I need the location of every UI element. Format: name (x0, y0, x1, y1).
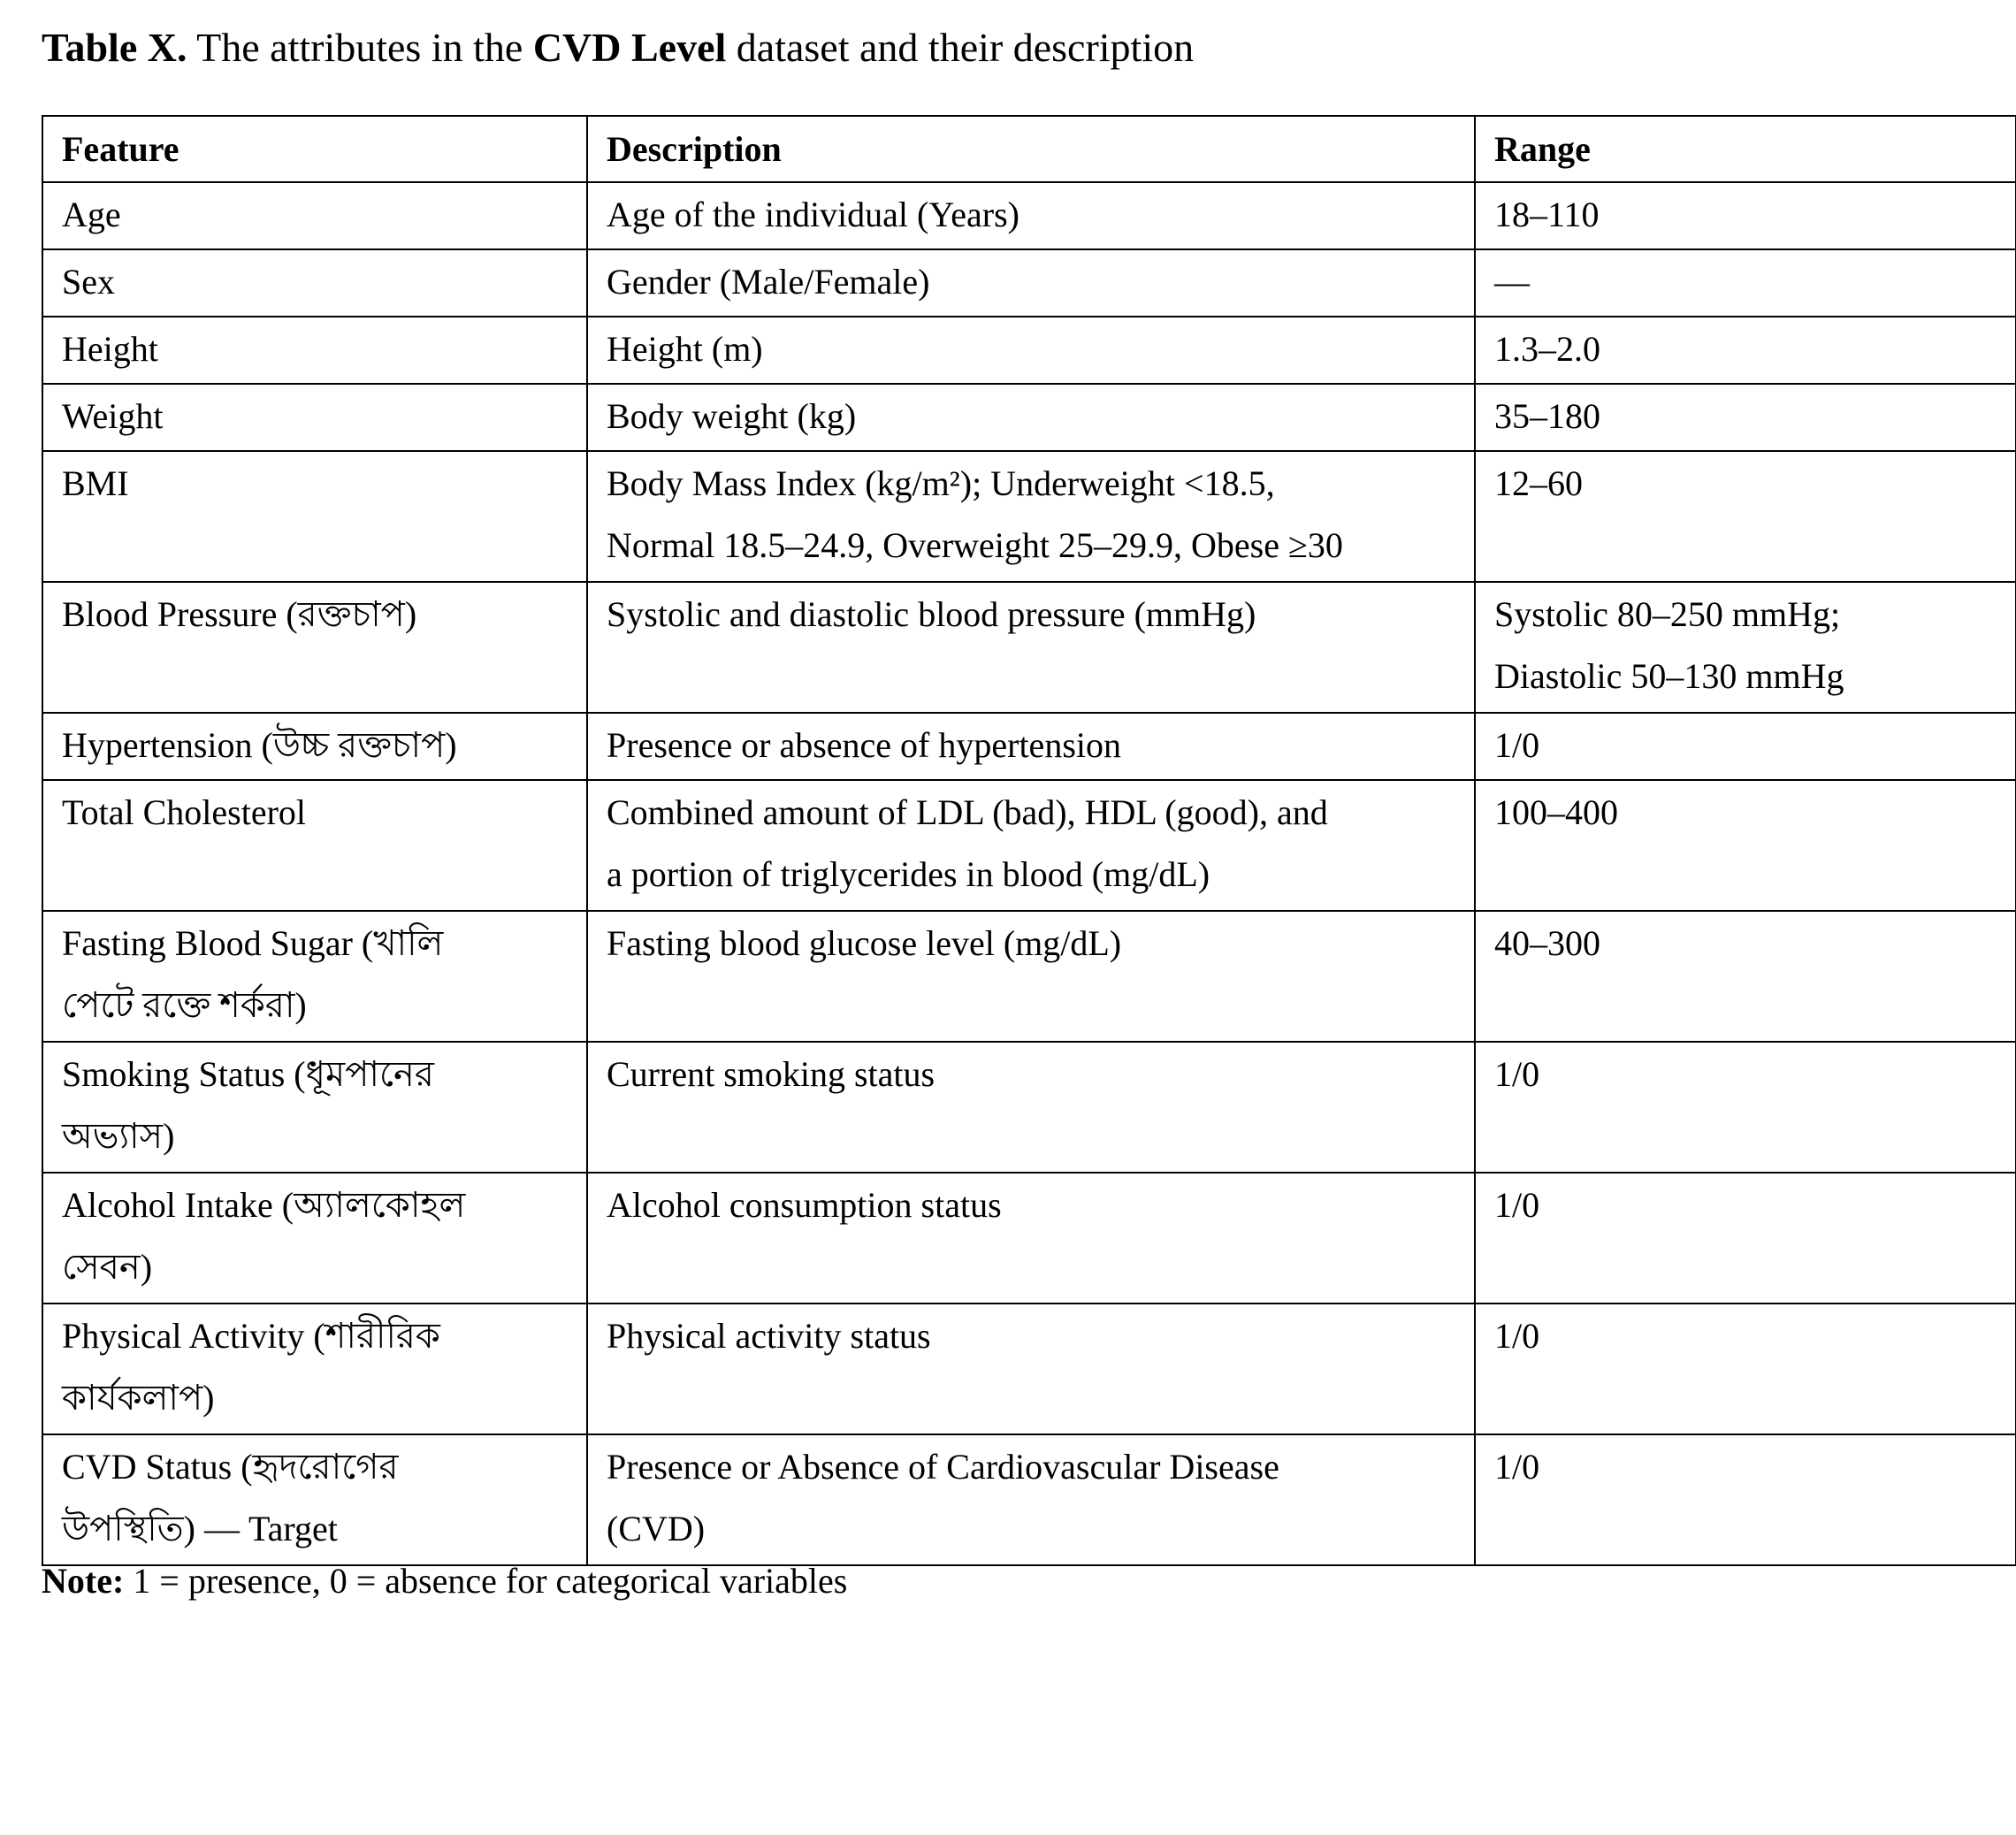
cell-description (587, 582, 1475, 713)
cell-range (1475, 249, 2016, 317)
caption-label: Table X. (42, 25, 187, 70)
cell-range (1475, 1434, 2016, 1565)
table-row (42, 317, 2016, 384)
description-text-line: Current smoking status (607, 1054, 935, 1094)
range-text-line: 35–180 (1494, 396, 1600, 436)
feature-text-line: CVD Status (হৃদরোগের (62, 1447, 399, 1487)
caption-text-before: The attributes in the (187, 25, 533, 70)
table-body (42, 182, 2016, 1565)
range-text-line: 1/0 (1494, 1054, 1540, 1094)
cell-feature (42, 317, 587, 384)
caption-dataset-name: CVD Level (532, 25, 727, 70)
description-text-line: Body weight (kg) (607, 396, 857, 436)
cell-feature (42, 1042, 587, 1173)
cell-feature (42, 1304, 587, 1434)
cell-description (587, 780, 1475, 911)
range-text-line: 1/0 (1494, 725, 1540, 765)
cell-range (1475, 911, 2016, 1042)
description-text-line: Body Mass Index (kg/m²); Underweight <18.5, (607, 463, 1275, 503)
cell-description (587, 1304, 1475, 1434)
cell-range (1475, 317, 2016, 384)
caption-text-after: dataset and their description (726, 25, 1195, 70)
note-text: 1 = presence, 0 = absence for categorical variables (124, 1561, 848, 1601)
range-text-line: 1/0 (1494, 1185, 1540, 1225)
feature-text-line: Smoking Status (ধূমপানের (62, 1054, 434, 1094)
cell-range (1475, 1173, 2016, 1304)
cell-feature (42, 1434, 587, 1565)
description-text-line: a portion of triglycerides in blood (mg/dL) (607, 854, 1210, 894)
table-row (42, 1173, 2016, 1304)
cell-description (587, 1173, 1475, 1304)
feature-text-line: Blood Pressure (রক্তচাপ) (62, 594, 417, 634)
cell-feature (42, 713, 587, 780)
feature-text-line: উপস্থিতি) — Target (62, 1509, 338, 1548)
description-text-line: Presence or absence of hypertension (607, 725, 1121, 765)
cell-description (587, 451, 1475, 582)
table-header-row (42, 116, 2016, 182)
range-text-line: — (1494, 262, 1530, 302)
feature-text-line: সেবন) (62, 1247, 153, 1287)
cell-range (1475, 1304, 2016, 1434)
cell-description (587, 911, 1475, 1042)
feature-text-line: BMI (62, 463, 129, 503)
range-text-line: 40–300 (1494, 923, 1600, 963)
cell-description (587, 1042, 1475, 1173)
range-text-line: Diastolic 50–130 mmHg (1494, 656, 1844, 696)
table-row (42, 1042, 2016, 1173)
table-row (42, 911, 2016, 1042)
cell-range (1475, 384, 2016, 451)
feature-text-line: অভ্যাস) (62, 1116, 175, 1156)
cell-range (1475, 182, 2016, 249)
attributes-table (42, 115, 2016, 1566)
cell-range (1475, 451, 2016, 582)
feature-text-line: Hypertension (উচ্চ রক্তচাপ) (62, 725, 457, 765)
range-text-line: 1/0 (1494, 1447, 1540, 1487)
header-feature: Feature (42, 116, 587, 182)
table-row (42, 451, 2016, 582)
range-text-line: 1/0 (1494, 1316, 1540, 1356)
description-text-line: Combined amount of LDL (bad), HDL (good), and (607, 792, 1328, 832)
cell-feature (42, 780, 587, 911)
feature-text-line: Physical Activity (শারীরিক (62, 1316, 440, 1356)
range-text-line: 100–400 (1494, 792, 1618, 832)
cell-range (1475, 713, 2016, 780)
table-row (42, 1304, 2016, 1434)
header-description: Description (587, 116, 1475, 182)
note-label: Note: (42, 1561, 125, 1601)
cell-feature (42, 249, 587, 317)
range-text-line: Systolic 80–250 mmHg; (1494, 594, 1841, 634)
cell-feature (42, 582, 587, 713)
table-note (42, 1556, 847, 1606)
table-row (42, 182, 2016, 249)
description-text-line: Presence or Absence of Cardiovascular Disease (607, 1447, 1279, 1487)
table-row (42, 384, 2016, 451)
description-text-line: (CVD) (607, 1509, 706, 1548)
description-text-line: Fasting blood glucose level (mg/dL) (607, 923, 1122, 963)
feature-text-line: Height (62, 329, 158, 369)
cell-feature (42, 384, 587, 451)
header-range: Range (1475, 116, 2016, 182)
description-text-line: Alcohol consumption status (607, 1185, 1002, 1225)
range-text-line: 12–60 (1494, 463, 1583, 503)
feature-text-line: Alcohol Intake (অ্যালকোহল (62, 1185, 466, 1225)
cell-feature (42, 911, 587, 1042)
cell-range (1475, 582, 2016, 713)
cell-description (587, 713, 1475, 780)
description-text-line: Height (m) (607, 329, 763, 369)
cell-feature (42, 451, 587, 582)
range-text-line: 18–110 (1494, 195, 1600, 234)
table-row (42, 1434, 2016, 1565)
description-text-line: Gender (Male/Female) (607, 262, 930, 302)
cell-description (587, 182, 1475, 249)
cell-description (587, 384, 1475, 451)
table-caption (42, 19, 1194, 76)
description-text-line: Physical activity status (607, 1316, 931, 1356)
cell-range (1475, 1042, 2016, 1173)
table-row (42, 780, 2016, 911)
description-text-line: Normal 18.5–24.9, Overweight 25–29.9, Obese ≥30 (607, 525, 1343, 565)
range-text-line: 1.3–2.0 (1494, 329, 1600, 369)
description-text-line: Age of the individual (Years) (607, 195, 1019, 234)
feature-text-line: পেটে রক্তে শর্করা) (62, 985, 307, 1025)
cell-feature (42, 182, 587, 249)
table-row (42, 249, 2016, 317)
feature-text-line: Age (62, 195, 121, 234)
description-text-line: Systolic and diastolic blood pressure (mmHg) (607, 594, 1256, 634)
cell-description (587, 249, 1475, 317)
cell-feature (42, 1173, 587, 1304)
feature-text-line: Weight (62, 396, 164, 436)
feature-text-line: Sex (62, 262, 115, 302)
cell-range (1475, 780, 2016, 911)
table-row (42, 582, 2016, 713)
feature-text-line: কার্যকলাপ) (62, 1378, 215, 1418)
table-row (42, 713, 2016, 780)
feature-text-line: Fasting Blood Sugar (খালি (62, 923, 444, 963)
cell-description (587, 1434, 1475, 1565)
feature-text-line: Total Cholesterol (62, 792, 307, 832)
cell-description (587, 317, 1475, 384)
